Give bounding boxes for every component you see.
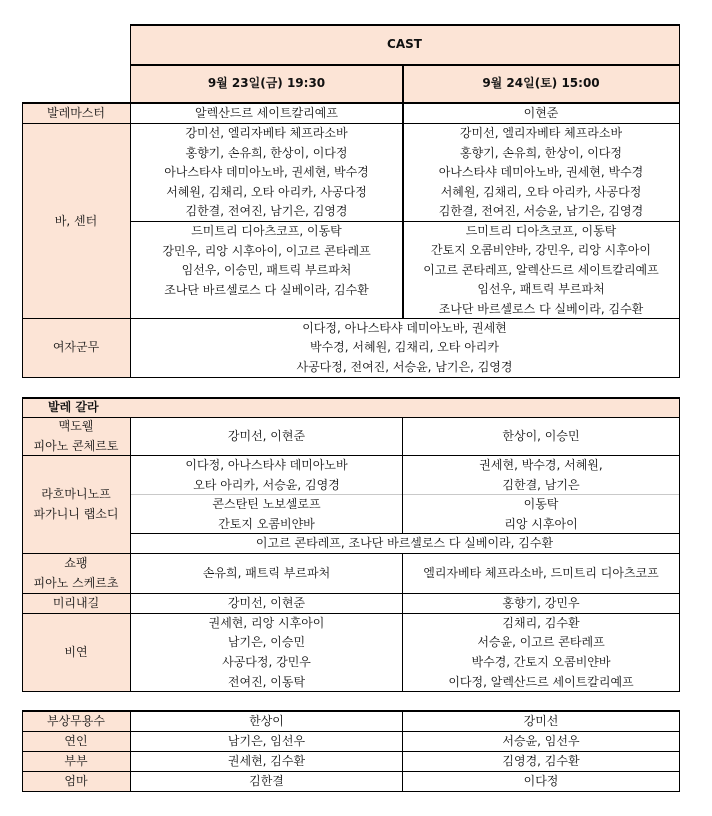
chopin-day1: 손유희, 패트릭 부르파처 (202, 566, 331, 581)
rule (130, 221, 679, 222)
biyeon-label: 비연 (22, 614, 130, 692)
rule (402, 553, 403, 692)
rule (22, 751, 679, 752)
barre-day2-women (403, 124, 679, 222)
cast-line: 이동탁 (523, 496, 559, 511)
macdowell-day1: 강미선, 이현준 (227, 429, 306, 444)
barre-day2-men (403, 222, 679, 319)
mom-label: 엄마 (22, 772, 130, 792)
rule (22, 377, 679, 378)
mirinaegil-label: 미리내길 (22, 594, 130, 614)
cast-line: 조나단 바르셀로스 다 실베이라, 김수환 (164, 282, 369, 297)
rule (130, 494, 679, 495)
cast-line: 이다정, 아나스타샤 데미아노바, 권세현 (302, 320, 507, 335)
mirinaegil-day1: 강미선, 이현준 (227, 596, 306, 611)
lovers-day1: 남기은, 임선우 (227, 734, 306, 749)
dance-teacher-day1: 한상이 (249, 714, 284, 729)
cast-line: 간토지 오콤비얀바, 강민우, 리앙 시후아이 (431, 243, 651, 258)
couple-label: 부부 (22, 752, 130, 772)
cast-line: 사공다정, 전여진, 서승윤, 남기은, 김영경 (296, 359, 513, 374)
rachmaninoff-both-days: 이고르 콘타레프, 조나단 바르셀로스 다 실베이라, 김수환 (255, 536, 554, 551)
cast-line: 박수경, 서혜원, 김채리, 오타 아리카 (310, 340, 499, 355)
rule (22, 553, 679, 554)
chopin-label: 쇼팽 피아노 스케르초 (22, 554, 130, 594)
barre-center-label: 바, 센터 (22, 124, 130, 319)
rule (130, 533, 679, 534)
lovers-day2: 서승윤, 임선우 (502, 734, 580, 749)
date-header-1 (130, 65, 403, 103)
date-header-2 (403, 65, 679, 103)
cast-line: 남기은, 이승민 (227, 635, 306, 650)
rule (130, 24, 131, 378)
cast-line: 드미트리 디아츠코프, 이동탁 (191, 224, 342, 238)
rule (130, 710, 131, 792)
rule (130, 417, 131, 692)
ballet-master-day1: 알렉산드르 세이트칼리예프 (195, 106, 338, 121)
cast-line: 홍향기, 손유희, 한상이, 이다정 (185, 145, 348, 160)
rule (130, 24, 679, 26)
cast-line: 강미선, 엘리자베타 체프라소바 (185, 126, 348, 141)
rule (679, 24, 680, 378)
gala-title: 발레 갈라 (22, 398, 679, 418)
cast-line: 강민우, 리앙 시후아이, 이고르 콘타레프 (162, 243, 371, 258)
ballet-master-label: 발레마스터 (22, 104, 130, 124)
rule (402, 64, 404, 319)
rule (22, 691, 679, 692)
cast-line: 홍향기, 손유희, 한상이, 이다정 (460, 145, 622, 160)
rule (22, 613, 679, 614)
biyeon-day1 (130, 614, 403, 692)
cast-line: 이다정, 알렉산드르 세이트칼리예프 (448, 674, 634, 689)
rule (402, 417, 403, 534)
cast-line: 서승윤, 이고르 콘타레프 (477, 635, 605, 650)
lovers-label: 연인 (22, 732, 130, 752)
rule (22, 593, 679, 594)
rule (22, 710, 23, 792)
rule (22, 318, 679, 319)
cast-line: 임선우, 패트릭 부르파처 (477, 282, 605, 297)
corps-cast (130, 319, 679, 377)
rule (22, 731, 679, 732)
rule (130, 64, 679, 66)
rule (22, 102, 679, 104)
cast-line: 박수경, 간토지 오콤비얀바 (471, 655, 611, 669)
ballet-master-day2: 이현준 (523, 106, 559, 121)
rule (22, 771, 679, 772)
rachmaninoff-label: 라흐마니노프 파가니니 랩소디 (22, 456, 130, 554)
rachmaninoff-day2-men (403, 495, 679, 534)
rule (22, 123, 679, 124)
dance-teacher-day2: 강미선 (523, 714, 559, 729)
cast-line: 김한결, 남기은 (502, 477, 580, 492)
barre-day1-women (130, 124, 403, 222)
cast-line: 김한결, 전여진, 서승윤, 남기은, 김영경 (438, 204, 644, 219)
cast-line: 사공다정, 강민우 (222, 655, 311, 669)
cast-line: 김한결, 전여진, 남기은, 김영경 (185, 204, 348, 219)
rule (22, 102, 23, 378)
cast-line: 조나단 바르셀로스 다 실베이라, 김수환 (438, 301, 644, 316)
cast-line: 권세현, 리앙 시후아이 (208, 615, 325, 630)
mirinaegil-day2: 홍향기, 강민우 (502, 596, 580, 611)
cast-line: 리앙 시후아이 (504, 516, 578, 531)
cast-line: 서혜원, 김채리, 오타 아리카, 사공다정 (440, 184, 642, 199)
rule (22, 791, 679, 792)
rule (22, 417, 679, 418)
rachmaninoff-day1-men (130, 495, 403, 534)
cast-line: 오타 아리카, 서승윤, 김영경 (193, 477, 340, 492)
rule (22, 397, 679, 399)
cast-line: 드미트리 디아츠코프, 이동탁 (465, 223, 617, 238)
rule (22, 710, 679, 712)
corps-label: 여자군무 (22, 319, 130, 377)
cast-header (130, 25, 679, 65)
rule (22, 455, 679, 456)
rule (22, 397, 23, 692)
cast-line: 권세현, 박수경, 서혜원, (479, 457, 603, 472)
rule (679, 397, 680, 692)
cast-line: 강미선, 엘리자베타 체프라소바 (459, 126, 623, 141)
mom-day1: 김한결 (249, 774, 284, 789)
cast-line: 김채리, 김수환 (502, 615, 580, 630)
macdowell-label: 맥도웰 피아노 콘체르토 (22, 418, 130, 456)
cast-line: 아나스타샤 데미아노바, 권세현, 박수경 (438, 165, 644, 180)
cast-line: 서혜원, 김채리, 오타 아리카, 사공다정 (166, 184, 367, 199)
cast-line: 전여진, 이동탁 (227, 674, 306, 689)
date-1-label: 9월 23일(금) 19:30 (207, 76, 326, 91)
chopin-day2: 엘리자베타 체프라소바, 드미트리 디아츠코프 (423, 566, 659, 581)
cast-line: 아나스타샤 데미아노바, 권세현, 박수경 (164, 165, 369, 180)
cast-line: 콘스탄틴 노보셀로프 (212, 496, 321, 511)
cast-line: 임선우, 이승민, 패트릭 부르파처 (181, 263, 352, 278)
dance-teacher-label: 부상무용수 (22, 712, 130, 732)
rule (679, 710, 680, 792)
date-2-label: 9월 24일(토) 15:00 (482, 76, 600, 91)
mom-day2: 이다정 (523, 774, 559, 789)
cast-line: 간토지 오콤비얀바 (218, 516, 315, 531)
cast-line: 이고르 콘타레프, 알렉산드르 세이트칼리예프 (423, 262, 659, 277)
barre-day1-men (130, 222, 403, 302)
macdowell-day2: 한상이, 이승민 (502, 429, 580, 444)
rachmaninoff-day2-women (403, 456, 679, 495)
rachmaninoff-day1-women (130, 456, 403, 495)
couple-day2: 김영경, 김수환 (502, 754, 580, 769)
biyeon-day2 (403, 614, 679, 692)
rule (402, 710, 403, 792)
couple-day1: 권세현, 김수환 (227, 754, 306, 769)
cast-line: 이다정, 아나스타샤 데미아노바 (185, 457, 348, 472)
cast-title: CAST (387, 37, 422, 52)
